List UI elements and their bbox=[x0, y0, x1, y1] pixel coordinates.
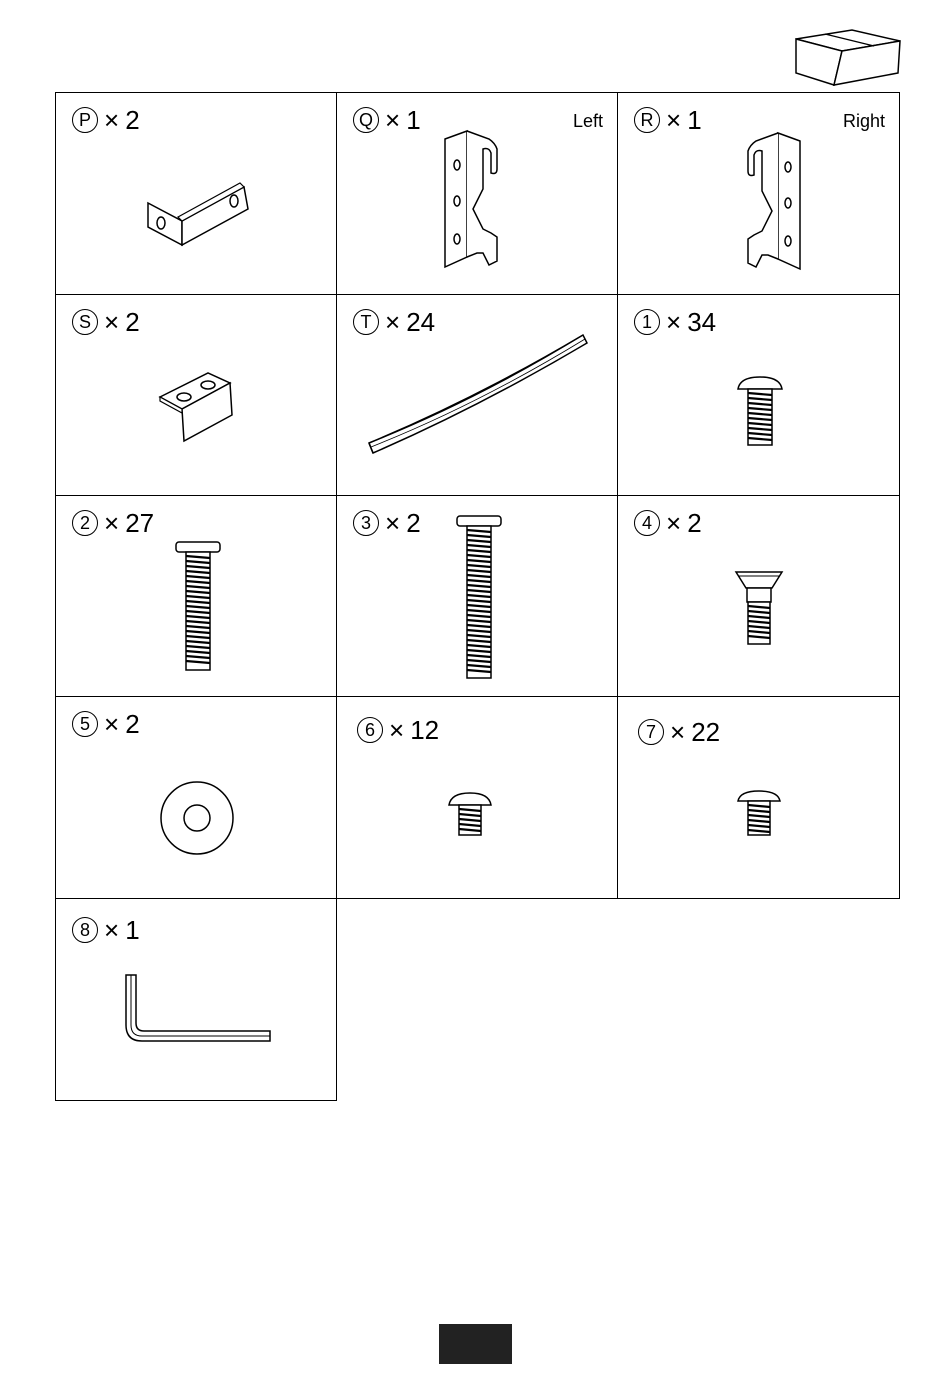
part-id-circle: Q bbox=[353, 107, 379, 133]
multiply-sign: × bbox=[666, 307, 682, 337]
part-id-circle: 7 bbox=[638, 719, 664, 745]
multiply-sign: × bbox=[670, 717, 686, 747]
flat-head-bolt-icon bbox=[736, 789, 782, 837]
part-label bbox=[634, 309, 716, 335]
part-id-circle: 4 bbox=[634, 510, 660, 536]
part-id-circle: S bbox=[72, 309, 98, 335]
part-label bbox=[72, 309, 140, 335]
part-label bbox=[72, 510, 154, 536]
part-label bbox=[353, 510, 421, 536]
part-cell-s bbox=[55, 294, 337, 497]
long-bolt-icon bbox=[174, 540, 222, 674]
button-head-bolt-icon bbox=[447, 791, 493, 837]
parts-grid bbox=[55, 92, 900, 1101]
multiply-sign: × bbox=[385, 508, 401, 538]
part-quantity: 27 bbox=[125, 508, 155, 538]
part-cell-7 bbox=[617, 696, 900, 899]
small-bracket-icon bbox=[156, 369, 242, 445]
part-cell-6 bbox=[336, 696, 618, 899]
countersunk-bolt-icon bbox=[734, 568, 784, 646]
part-quantity: 12 bbox=[410, 715, 440, 745]
part-cell-3 bbox=[336, 495, 618, 698]
multiply-sign: × bbox=[385, 105, 401, 135]
part-label bbox=[72, 711, 140, 737]
part-label bbox=[357, 717, 439, 743]
part-quantity: 2 bbox=[687, 508, 702, 538]
part-label bbox=[638, 719, 720, 745]
multiply-sign: × bbox=[104, 307, 120, 337]
part-label bbox=[353, 107, 421, 133]
part-quantity: 34 bbox=[687, 307, 717, 337]
part-quantity: 2 bbox=[406, 508, 421, 538]
allen-key-icon bbox=[122, 973, 274, 1045]
part-id-circle: R bbox=[634, 107, 660, 133]
multiply-sign: × bbox=[666, 105, 682, 135]
part-cell-p bbox=[55, 92, 337, 295]
part-quantity: 1 bbox=[687, 105, 702, 135]
part-id-circle: 3 bbox=[353, 510, 379, 536]
part-quantity: 2 bbox=[125, 709, 140, 739]
part-quantity: 24 bbox=[406, 307, 436, 337]
part-quantity: 1 bbox=[125, 915, 140, 945]
l-bracket-icon bbox=[144, 179, 254, 249]
washer-icon bbox=[158, 779, 236, 857]
part-id-circle: 8 bbox=[72, 917, 98, 943]
multiply-sign: × bbox=[104, 915, 120, 945]
multiply-sign: × bbox=[104, 105, 120, 135]
right-hook-bracket-icon bbox=[718, 131, 808, 275]
left-hook-bracket-icon bbox=[437, 129, 527, 273]
part-id-circle: P bbox=[72, 107, 98, 133]
part-id-circle: 1 bbox=[634, 309, 660, 335]
part-cell-1 bbox=[617, 294, 900, 497]
part-id-circle: 5 bbox=[72, 711, 98, 737]
box-icon bbox=[792, 27, 904, 89]
part-cell-q bbox=[336, 92, 618, 295]
part-quantity: 22 bbox=[691, 717, 721, 747]
side-label: Right bbox=[842, 111, 885, 131]
part-label bbox=[72, 917, 140, 943]
short-bolt-icon bbox=[736, 375, 784, 447]
part-label bbox=[72, 107, 140, 133]
part-id-circle: T bbox=[353, 309, 379, 335]
multiply-sign: × bbox=[104, 508, 120, 538]
part-cell-2 bbox=[55, 495, 337, 698]
part-label bbox=[634, 107, 702, 133]
part-cell-5 bbox=[55, 696, 337, 899]
part-quantity: 2 bbox=[125, 307, 140, 337]
extra-long-bolt-icon bbox=[455, 514, 503, 682]
part-cell-r bbox=[617, 92, 900, 295]
multiply-sign: × bbox=[389, 715, 405, 745]
page-number-bar bbox=[439, 1324, 512, 1364]
part-id-circle: 2 bbox=[72, 510, 98, 536]
part-id-circle: 6 bbox=[357, 717, 383, 743]
slat-icon bbox=[365, 329, 591, 459]
part-cell-4 bbox=[617, 495, 900, 698]
part-cell-8 bbox=[55, 898, 337, 1101]
part-cell-t bbox=[336, 294, 618, 497]
part-quantity: 2 bbox=[125, 105, 140, 135]
part-quantity: 1 bbox=[406, 105, 421, 135]
multiply-sign: × bbox=[104, 709, 120, 739]
side-label: Left bbox=[572, 111, 603, 131]
multiply-sign: × bbox=[385, 307, 401, 337]
part-label bbox=[634, 510, 702, 536]
multiply-sign: × bbox=[666, 508, 682, 538]
